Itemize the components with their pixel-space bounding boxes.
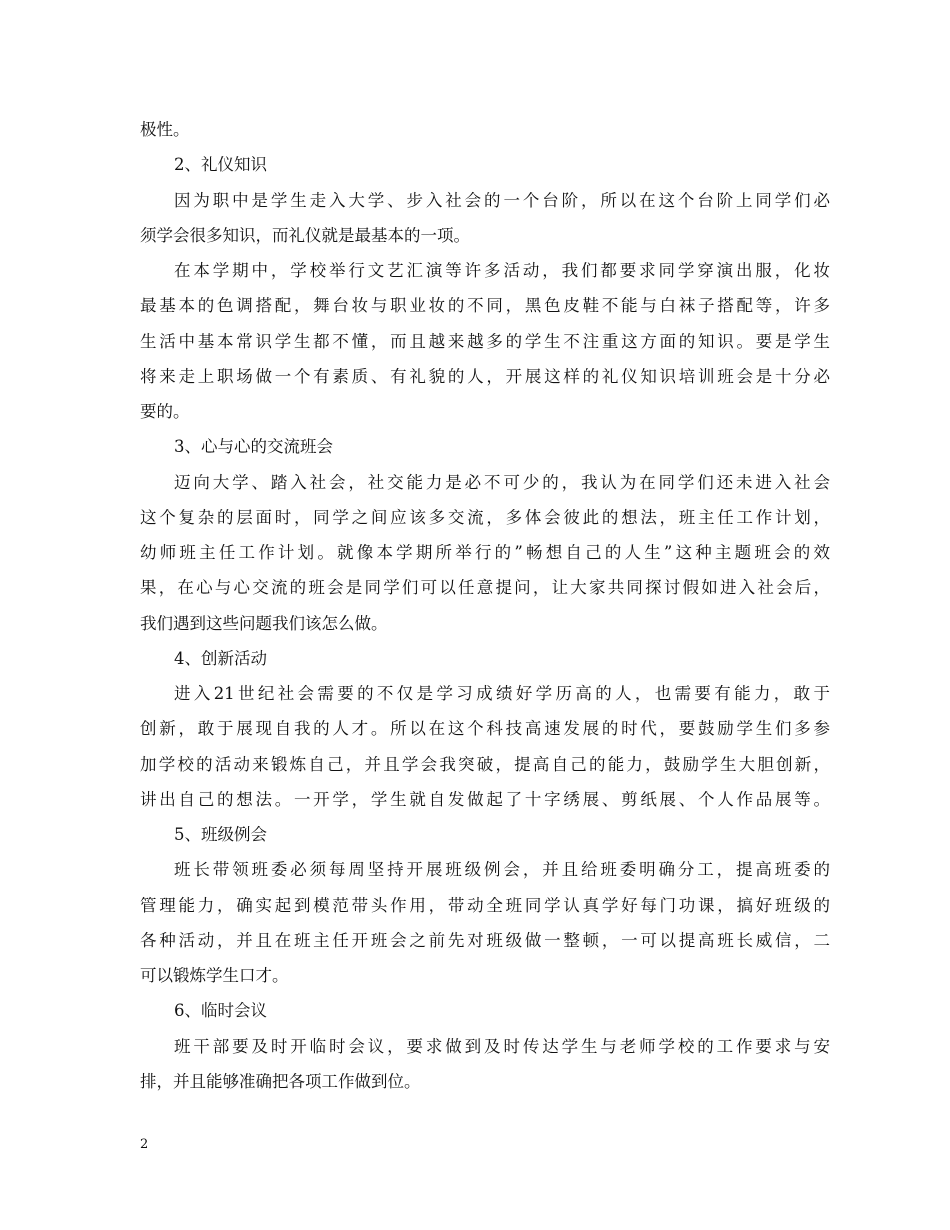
document-body: [140, 112, 830, 1099]
section-heading: 3、心与心的交流班会: [174, 437, 333, 457]
paragraph-line: 最基本的色调搭配，舞台妆与职业妆的不同，黑色皮鞋不能与白袜子搭配等，许多: [140, 296, 830, 316]
paragraph-line: 须学会很多知识，而礼仪就是最基本的一项。: [140, 225, 470, 245]
paragraph-line: 排，并且能够准确把各项工作做到位。: [140, 1071, 421, 1091]
section-heading: 5、班级例会: [174, 825, 267, 844]
paragraph-line: 班干部要及时开临时会议，要求做到及时传达学生与老师学校的工作要求与安: [174, 1036, 830, 1056]
paragraph-line: 果，在心与心交流的班会是同学们可以任意提问，让大家共同探讨假如进入社会后，: [140, 578, 830, 598]
paragraph-line: 我们遇到这些问题我们该怎么做。: [140, 613, 388, 633]
paragraph-line: 管理能力，确实起到模范带头作用，带动全班同学认真学好每门功课，搞好班级的: [140, 895, 830, 915]
section-heading: 4、创新活动: [174, 648, 267, 668]
paragraph-line: 迈向大学、踏入社会，社交能力是必不可少的，我认为在同学们还未进入社会: [174, 472, 830, 492]
paragraph-line: 可以锻炼学生口才。: [140, 966, 289, 985]
section-heading: 2、礼仪知识: [174, 155, 267, 175]
paragraph-line: 在本学期中，学校举行文艺汇演等许多活动，我们都要求同学穿演出服，化妆: [174, 261, 830, 280]
paragraph-line: 这个复杂的层面时，同学之间应该多交流，多体会彼此的想法，班主任工作计划，: [140, 507, 830, 527]
paragraph-line: 极性。: [140, 120, 190, 139]
paragraph-line: 班长带领班委必须每周坚持开展班级例会，并且给班委明确分工，提高班委的: [174, 860, 830, 880]
paragraph-line: 将来走上职场做一个有素质、有礼貌的人，开展这样的礼仪知识培训班会是十分必: [140, 366, 830, 386]
paragraph-line: 幼师班主任工作计划。就像本学期所举行的”畅想自己的人生”这种主题班会的效: [140, 543, 830, 562]
paragraph-line: 要的。: [140, 402, 190, 421]
paragraph-line: 生活中基本常识学生都不懂，而且越来越多的学生不注重这方面的知识。要是学生: [140, 331, 830, 351]
paragraph-line: 创新，敢于展现自我的人才。所以在这个科技高速发展的时代，要鼓励学生们多参: [140, 719, 830, 739]
paragraph-line: 加学校的活动来锻炼自己，并且学会我突破，提高自己的能力，鼓励学生大胆创新，: [140, 754, 830, 774]
page-number: 2: [140, 1137, 149, 1152]
paragraph-line: 进入21世纪社会需要的不仅是学习成绩好学历高的人，也需要有能力，敢于: [174, 684, 830, 703]
section-heading: 6、临时会议: [174, 1001, 267, 1021]
paragraph-line: 各种活动，并且在班主任开班会之前先对班级做一整顿，一可以提高班长威信，二: [140, 930, 830, 950]
paragraph-line: 因为职中是学生走入大学、步入社会的一个台阶，所以在这个台阶上同学们必: [174, 190, 830, 210]
paragraph-line: 讲出自己的想法。一开学，学生就自发做起了十字绣展、剪纸展、个人作品展等。: [140, 789, 830, 809]
